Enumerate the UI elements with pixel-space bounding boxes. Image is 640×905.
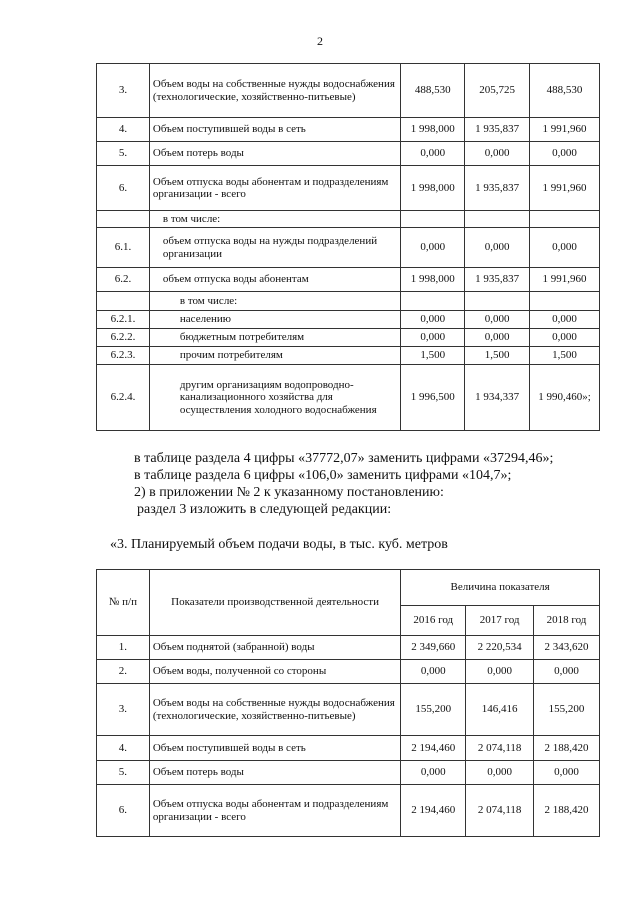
value-cell: 0,000: [530, 329, 600, 347]
row-number: 5.: [97, 142, 150, 166]
value-cell: 146,416: [466, 684, 534, 736]
value-cell: 2 074,118: [466, 736, 534, 761]
value-cell: 1 998,000: [401, 118, 465, 142]
table-row: [97, 736, 600, 761]
value-cell: 1 996,500: [401, 365, 465, 431]
value-cell: 0,000: [534, 660, 600, 684]
value-cell: 0,000: [466, 660, 534, 684]
value-cell: 0,000: [530, 142, 600, 166]
row-number: 3.: [97, 64, 150, 118]
value-cell: [401, 292, 465, 311]
value-cell: 2 194,460: [401, 785, 466, 837]
value-cell: [465, 292, 530, 311]
value-cell: 2 343,620: [534, 636, 600, 660]
value-cell: 2 349,660: [401, 636, 466, 660]
table-row: [97, 311, 600, 329]
value-cell: 0,000: [465, 228, 530, 268]
section-title: «3. Планируемый объем подачи воды, в тыс. куб. метров: [110, 537, 448, 552]
row-indicator: бюджетным потребителям: [149, 329, 400, 347]
row-indicator: Объем потерь воды: [149, 761, 400, 785]
table-row: [97, 64, 600, 118]
row-indicator: Объем отпуска воды абонентам и подразделениям организации - всего: [149, 166, 400, 211]
table-row: [97, 166, 600, 211]
page-number: 2: [317, 34, 323, 48]
row-number: 1.: [97, 636, 150, 660]
column-header-indicator: Показатели производственной деятельности: [149, 570, 400, 636]
column-header-group: Величина показателя: [401, 570, 600, 606]
value-cell: 0,000: [465, 142, 530, 166]
value-cell: 2 194,460: [401, 736, 466, 761]
column-header-year: 2016 год: [401, 606, 466, 636]
column-header-year: 2017 год: [466, 606, 534, 636]
column-header-number: № п/п: [97, 570, 150, 636]
value-cell: 1 991,960: [530, 118, 600, 142]
value-cell: 2 074,118: [466, 785, 534, 837]
amendment-paragraph: в таблице раздела 6 цифры «106,0» заменить цифрами «104,7»;: [134, 468, 512, 483]
row-number: 6.1.: [97, 228, 150, 268]
value-cell: 1,500: [401, 347, 465, 365]
value-cell: 2 188,420: [534, 736, 600, 761]
value-cell: [530, 292, 600, 311]
water-balance-table-continued: [96, 63, 600, 431]
value-cell: 155,200: [534, 684, 600, 736]
value-cell: [465, 211, 530, 228]
row-number: [97, 292, 150, 311]
row-number: 6.2.3.: [97, 347, 150, 365]
value-cell: 205,725: [465, 64, 530, 118]
table-row: [97, 785, 600, 837]
value-cell: 1,500: [530, 347, 600, 365]
value-cell: 1 991,960: [530, 268, 600, 292]
row-indicator: другим организациям водопроводно-канализационного хозяйства для осуществления холодного водоснабжения: [149, 365, 400, 431]
value-cell: 1 998,000: [401, 166, 465, 211]
row-number: [97, 211, 150, 228]
value-cell: 1,500: [465, 347, 530, 365]
value-cell: 488,530: [530, 64, 600, 118]
value-cell: 0,000: [401, 228, 465, 268]
table-row: [97, 228, 600, 268]
value-cell: 1 935,837: [465, 118, 530, 142]
table-row: [97, 292, 600, 311]
row-number: 6.2.: [97, 268, 150, 292]
table-row: [97, 684, 600, 736]
row-number: 6.2.4.: [97, 365, 150, 431]
table-row: [97, 660, 600, 684]
table-row: [97, 118, 600, 142]
row-indicator: в том числе:: [149, 211, 400, 228]
column-header-year: 2018 год: [534, 606, 600, 636]
row-indicator: Объем воды на собственные нужды водоснабжения (технологические, хозяйственно-питьевые): [149, 684, 400, 736]
row-indicator: объем отпуска воды на нужды подразделений организации: [149, 228, 400, 268]
value-cell: 2 220,534: [466, 636, 534, 660]
value-cell: 1 990,460»;: [530, 365, 600, 431]
row-number: 4.: [97, 118, 150, 142]
value-cell: 0,000: [530, 228, 600, 268]
row-indicator: Объем поднятой (забранной) воды: [149, 636, 400, 660]
row-indicator: Объем поступившей воды в сеть: [149, 118, 400, 142]
value-cell: 0,000: [401, 761, 466, 785]
value-cell: 1 998,000: [401, 268, 465, 292]
value-cell: 0,000: [534, 761, 600, 785]
value-cell: 0,000: [465, 329, 530, 347]
value-cell: 0,000: [466, 761, 534, 785]
value-cell: [530, 211, 600, 228]
table-row: [97, 329, 600, 347]
row-number: 6.2.1.: [97, 311, 150, 329]
row-number: 5.: [97, 761, 150, 785]
amendment-paragraph: раздел 3 изложить в следующей редакции:: [137, 502, 392, 517]
table-row: [97, 211, 600, 228]
row-number: 4.: [97, 736, 150, 761]
value-cell: 0,000: [465, 311, 530, 329]
row-number: 6.: [97, 785, 150, 837]
row-indicator: объем отпуска воды абонентам: [149, 268, 400, 292]
table-row: [97, 365, 600, 431]
table-row: [97, 636, 600, 660]
row-number: 6.: [97, 166, 150, 211]
value-cell: 1 934,337: [465, 365, 530, 431]
value-cell: 0,000: [530, 311, 600, 329]
row-indicator: Объем потерь воды: [149, 142, 400, 166]
value-cell: 0,000: [401, 660, 466, 684]
row-indicator: в том числе:: [149, 292, 400, 311]
row-indicator: Объем воды, полученной со стороны: [149, 660, 400, 684]
row-number: 2.: [97, 660, 150, 684]
value-cell: 1 991,960: [530, 166, 600, 211]
value-cell: 1 935,837: [465, 166, 530, 211]
value-cell: 1 935,837: [465, 268, 530, 292]
row-indicator: населению: [149, 311, 400, 329]
table-row: [97, 268, 600, 292]
row-number: 6.2.2.: [97, 329, 150, 347]
value-cell: 488,530: [401, 64, 465, 118]
value-cell: 0,000: [401, 311, 465, 329]
table-row: [97, 142, 600, 166]
value-cell: 2 188,420: [534, 785, 600, 837]
row-indicator: Объем воды на собственные нужды водоснабжения (технологические, хозяйственно-питьевые): [149, 64, 400, 118]
table-row: [97, 761, 600, 785]
row-indicator: Объем отпуска воды абонентам и подразделениям организации - всего: [149, 785, 400, 837]
value-cell: 0,000: [401, 142, 465, 166]
value-cell: [401, 211, 465, 228]
amendment-paragraph: в таблице раздела 4 цифры «37772,07» заменить цифрами «37294,46»;: [134, 451, 554, 466]
value-cell: 155,200: [401, 684, 466, 736]
planned-water-supply-table: [96, 569, 600, 837]
table-row: [97, 347, 600, 365]
row-number: 3.: [97, 684, 150, 736]
value-cell: 0,000: [401, 329, 465, 347]
row-indicator: Объем поступившей воды в сеть: [149, 736, 400, 761]
table-header-row: [97, 570, 600, 606]
amendment-paragraph: 2) в приложении № 2 к указанному постановлению:: [134, 485, 444, 500]
row-indicator: прочим потребителям: [149, 347, 400, 365]
